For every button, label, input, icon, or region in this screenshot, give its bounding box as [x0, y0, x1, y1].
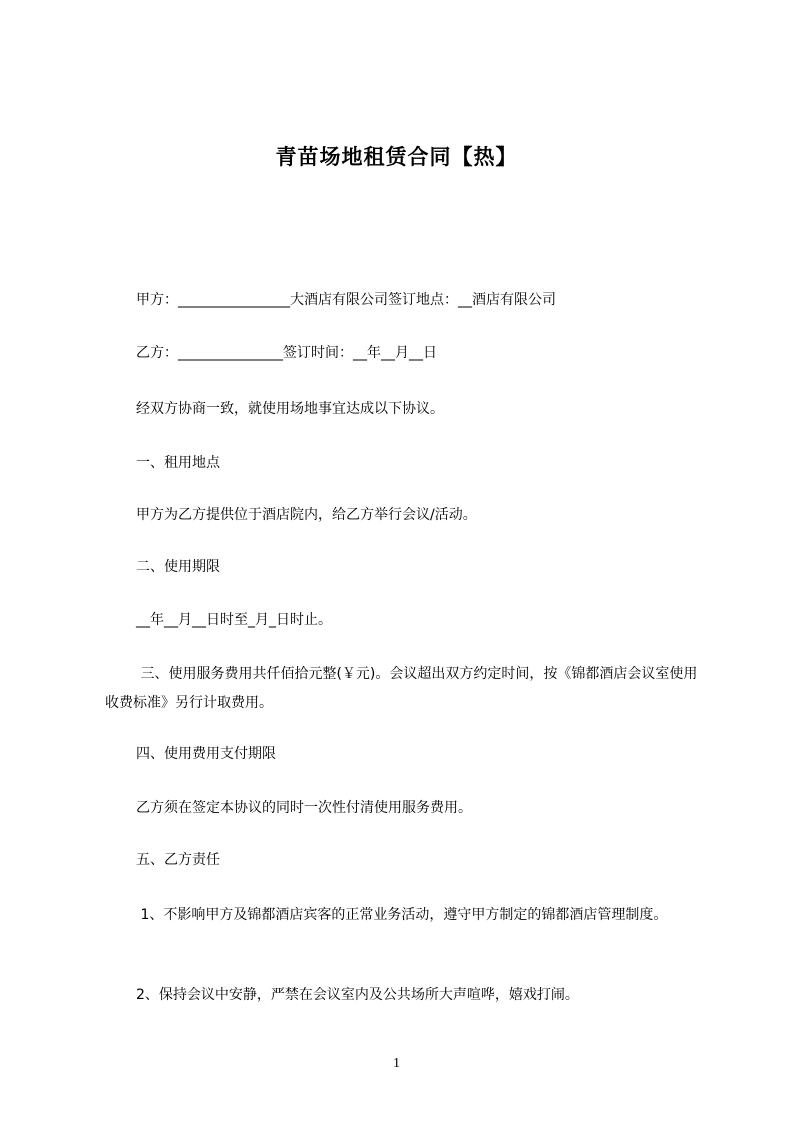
- document-title: 青苗场地租赁合同【热】: [275, 145, 518, 169]
- section-heading-location: 一、租用地点: [136, 455, 220, 471]
- fee-paragraph: 三、使用服务费用共仟佰拾元整(￥元)。会议超出双方约定时间，按《锦都酒店会议室使用收费标准》另行计取费用。: [105, 666, 698, 711]
- page-number: 1: [393, 1056, 400, 1071]
- section-heading-period: 二、使用期限: [136, 559, 220, 575]
- responsibility-item-1: 1、不影响甲方及锦都酒店宾客的正常业务活动，遵守甲方制定的锦都酒店管理制度。: [136, 907, 668, 923]
- intro-paragraph: 经双方协商一致，就使用场地事宜达成以下协议。: [136, 401, 444, 417]
- payment-paragraph: 乙方须在签定本协议的同时一次性付清使用服务费用。: [136, 800, 472, 816]
- party-b-line: 乙方：_______________签订时间：__年__月__日: [136, 345, 437, 361]
- responsibility-item-2: 2、保持会议中安静，严禁在会议室内及公共场所大声喧哗，嬉戏打闹。: [136, 987, 579, 1003]
- section-heading-payment: 四、使用费用支付期限: [136, 746, 276, 762]
- location-paragraph: 甲方为乙方提供位于酒店院内，给乙方举行会议/活动。: [136, 507, 477, 523]
- period-paragraph: __年__月__日时至_月_日时止。: [136, 612, 332, 628]
- party-a-line: 甲方：________________大酒店有限公司签订地点：__酒店有限公司: [136, 292, 556, 308]
- section-heading-responsibility: 五、乙方责任: [136, 852, 220, 868]
